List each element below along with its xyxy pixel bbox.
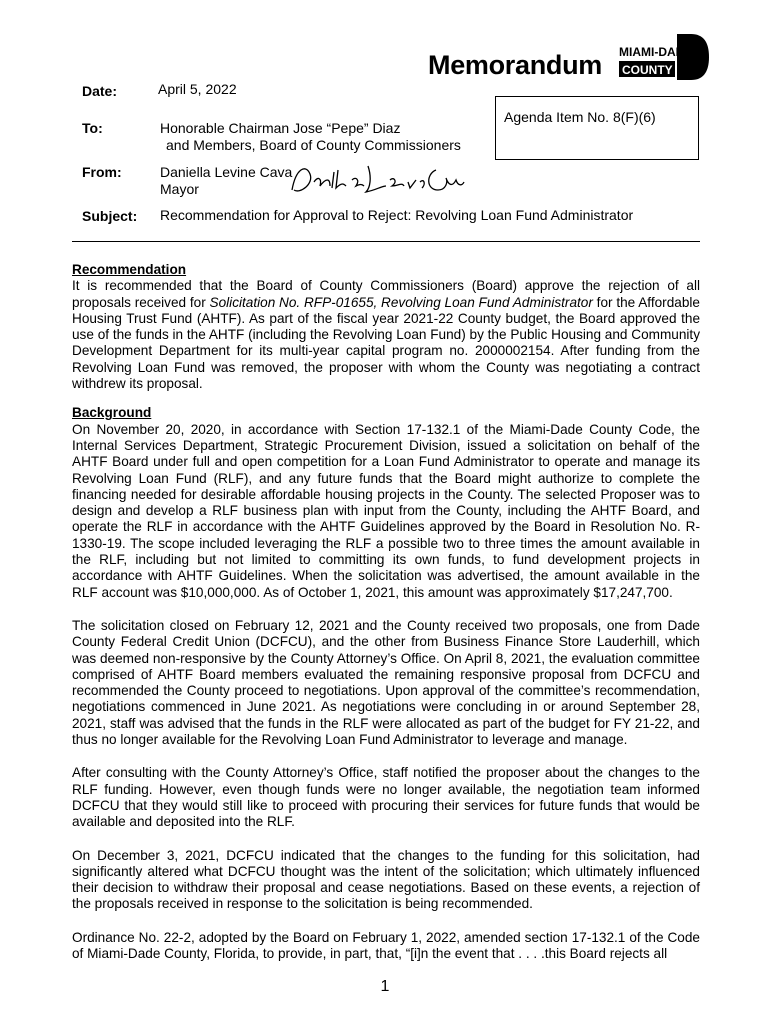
- agenda-item-number: Agenda Item No. 8(F)(6): [504, 109, 656, 125]
- background-paragraph-3: After consulting with the County Attorney’s Office, staff notified the proposer about the changes to the RLF funding. However, even though funds were no longer available, the negotiation team informed DCFCU that they would still like to proceed with procuring their services for future funds that would be available and deposited into the RLF.: [72, 765, 700, 830]
- recommendation-paragraph: It is recommended that the Board of County Commissioners (Board) approve the rejection of all proposals received for Solicitation No. RFP-01655, Revolving Loan Fund Administrator for the Affordable Housing Trust Fund (AHTF). As part of the fiscal year 2021-22 County budget, the Board approved the use of the funds in the AHTF (including the Revolving Loan Fund) by the Public Housing and Community Development Department for its multi-year capital program no. 2000002154. After funding from the Revolving Loan Fund was removed, the proposer with whom the County was negotiating a contract withdrew its proposal.: [72, 278, 700, 392]
- memorandum-title: Memorandum: [428, 50, 603, 80]
- to-line-2: and Members, Board of County Commissioners: [166, 137, 461, 153]
- recommendation-heading: Recommendation: [72, 262, 187, 277]
- from-line-1: Daniella Levine Cava: [160, 164, 293, 180]
- background-paragraph-4: On December 3, 2021, DCFCU indicated that the changes to the funding for this solicitation, had significantly altered what DCFCU thought was the intent of the solicitation; which ultimately influenced their decision to withdraw their proposal and cease negotiations. Based on these events, a rejection of the proposals received in response to the solicitation is being recommended.: [72, 847, 700, 912]
- from-label: From:: [82, 164, 122, 180]
- miami-dade-county-logo: [617, 32, 709, 82]
- date-value: April 5, 2022: [158, 81, 237, 97]
- background-heading: Background: [72, 405, 152, 421]
- background-paragraph-2: The solicitation closed on February 12, 2021 and the County received two proposals, one from Dade County Federal Credit Union (DCFCU), and the other from Business Finance Store Lauderhill, which was deemed non-responsive by the County Attorney’s Office. On April 8, 2021, the evaluation committee comprised of AHTF Board members evaluated the remaining responsive proposal from DCFCU and recommended the County proceed to negotiations. Upon approval of the committee’s recommendation, negotiations commenced in June 2021. As negotiations were concluding in or around September 28, 2021, staff was advised that the funds in the RLF were allocated as part of the budget for FY 21-22, and thus no longer available for the Revolving Loan Fund Administrator to leverage and manage.: [72, 617, 700, 748]
- date-label: Date:: [82, 83, 118, 99]
- header-divider: [72, 241, 700, 242]
- to-line-1: Honorable Chairman Jose “Pepe” Diaz: [160, 120, 401, 136]
- to-label: To:: [82, 120, 103, 136]
- page-number: 1: [380, 978, 390, 995]
- agenda-item-box: [495, 96, 699, 160]
- background-paragraph-5: Ordinance No. 22-2, adopted by the Board on February 1, 2022, amended section 17-132.1 of the Code of Miami-Dade County, Florida, to provide, in part, that, “[i]n the event that . . . .this Board rejects all: [72, 929, 700, 961]
- subject-label: Subject:: [82, 208, 138, 224]
- background-paragraph-1: On November 20, 2020, in accordance with Section 17-132.1 of the Miami-Dade County Code, the Internal Services Department, Strategic Procurement Division, issued a solicitation on behalf of the AHTF Board under full and open competition for a Loan Fund Administrator to operate and manage its Revolving Loan Fund (RLF), and any future funds that the Board might authorize to complete the financing needed for desirable affordable housing projects in the County. The selected Proposer was to design and develop a RLF business plan with input from the County, including the AHTF Board, and operate the RLF in accordance with the AHTF Guidelines approved by the Board in Resolution No. R-1330-19. The scope included leveraging the RLF a possible two to three times the amount available in the RLF, including but not limited to committing its own funds, to fund development projects in accordance with AHTF Guidelines. When the solicitation was advertised, the amount available in the RLF account was $10,000,000. As of October 1, 2021, this amount was approximately $17,247,700.: [72, 421, 700, 600]
- solicitation-name: Solicitation No. RFP-01655, Revolving Loan Fund Administrator: [209, 294, 593, 310]
- subject-value: Recommendation for Approval to Reject: Revolving Loan Fund Administrator: [160, 207, 634, 223]
- logo-text-miami-dade: MIAMI-DADE: [619, 45, 693, 59]
- signature-image: [286, 160, 468, 200]
- memo-body: [72, 262, 700, 962]
- logo-text-county: COUNTY: [622, 63, 673, 77]
- from-line-2: Mayor: [160, 181, 199, 197]
